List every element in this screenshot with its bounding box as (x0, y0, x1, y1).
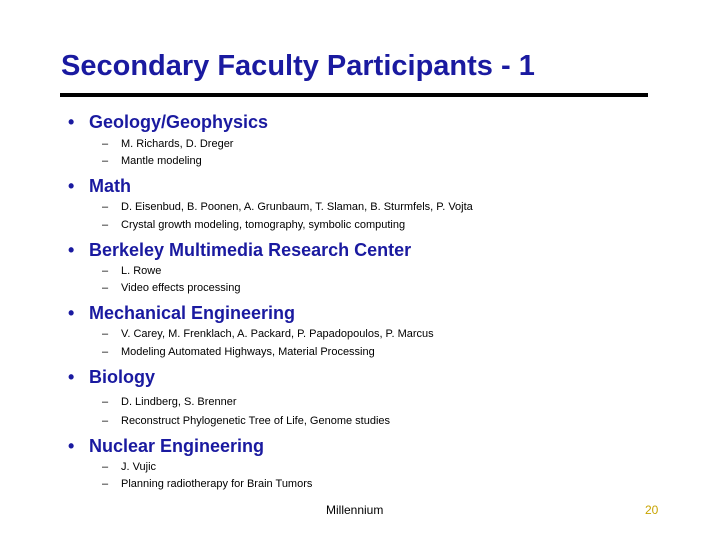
list-item (102, 264, 161, 278)
list-item-text: Crystal growth modeling, tomography, symbolic computing (121, 219, 406, 231)
bullet-icon: • (68, 367, 75, 387)
dash-icon: – (102, 201, 109, 213)
list-item-text: Planning radiotherapy for Brain Tumors (121, 478, 313, 490)
list-item-text: Reconstruct Phylogenetic Tree of Life, Genome studies (121, 415, 391, 427)
topic-heading-mechanical (68, 302, 295, 324)
dash-icon: – (102, 265, 109, 277)
dash-icon: – (102, 138, 109, 150)
topic-heading-geology (68, 111, 268, 133)
list-item-text: Mantle modeling (121, 155, 202, 167)
list-item-text: L. Rowe (121, 265, 162, 277)
dash-icon: – (102, 478, 109, 490)
footer-text: Millennium (326, 503, 384, 517)
bullet-icon: • (68, 176, 75, 196)
list-item (102, 137, 233, 151)
topic-heading-label: Biology (89, 367, 155, 387)
topic-heading-bmrc (68, 239, 411, 261)
topic-heading-biology (68, 366, 155, 388)
list-item-text: D. Eisenbud, B. Poonen, A. Grunbaum, T. Slaman, B. Sturmfels, P. Vojta (121, 201, 473, 213)
list-item-text: Video effects processing (121, 282, 241, 294)
slide-title: Secondary Faculty Participants - 1 (61, 50, 535, 82)
list-item (102, 154, 202, 168)
topic-heading-nuclear (68, 435, 264, 457)
list-item (102, 200, 473, 214)
dash-icon: – (102, 155, 109, 167)
list-item-text: J. Vujic (121, 461, 157, 473)
topic-heading-math (68, 175, 131, 197)
list-item (102, 281, 240, 295)
topic-heading-label: Nuclear Engineering (89, 436, 265, 456)
list-item-text: M. Richards, D. Dreger (121, 138, 234, 150)
title-divider (60, 93, 648, 97)
topic-heading-label: Geology/Geophysics (89, 112, 269, 132)
list-item (102, 395, 237, 409)
dash-icon: – (102, 461, 109, 473)
dash-icon: – (102, 282, 109, 294)
bullet-icon: • (68, 240, 75, 260)
topic-heading-label: Math (89, 176, 131, 196)
bullet-icon: • (68, 436, 75, 456)
page-number: 20 (645, 503, 659, 517)
topic-heading-label: Berkeley Multimedia Research Center (89, 240, 412, 260)
dash-icon: – (102, 346, 109, 358)
list-item-text: Modeling Automated Highways, Material Processing (121, 346, 375, 358)
dash-icon: – (102, 328, 109, 340)
dash-icon: – (102, 219, 109, 231)
bullet-icon: • (68, 112, 75, 132)
list-item (102, 414, 390, 428)
list-item (102, 460, 156, 474)
list-item-text: D. Lindberg, S. Brenner (121, 396, 237, 408)
list-item (102, 345, 375, 359)
list-item (102, 477, 312, 491)
dash-icon: – (102, 396, 109, 408)
topic-heading-label: Mechanical Engineering (89, 303, 296, 323)
dash-icon: – (102, 415, 109, 427)
list-item-text: V. Carey, M. Frenklach, A. Packard, P. Papadopoulos, P. Marcus (121, 328, 434, 340)
list-item (102, 218, 405, 232)
bullet-icon: • (68, 303, 75, 323)
list-item (102, 327, 434, 341)
